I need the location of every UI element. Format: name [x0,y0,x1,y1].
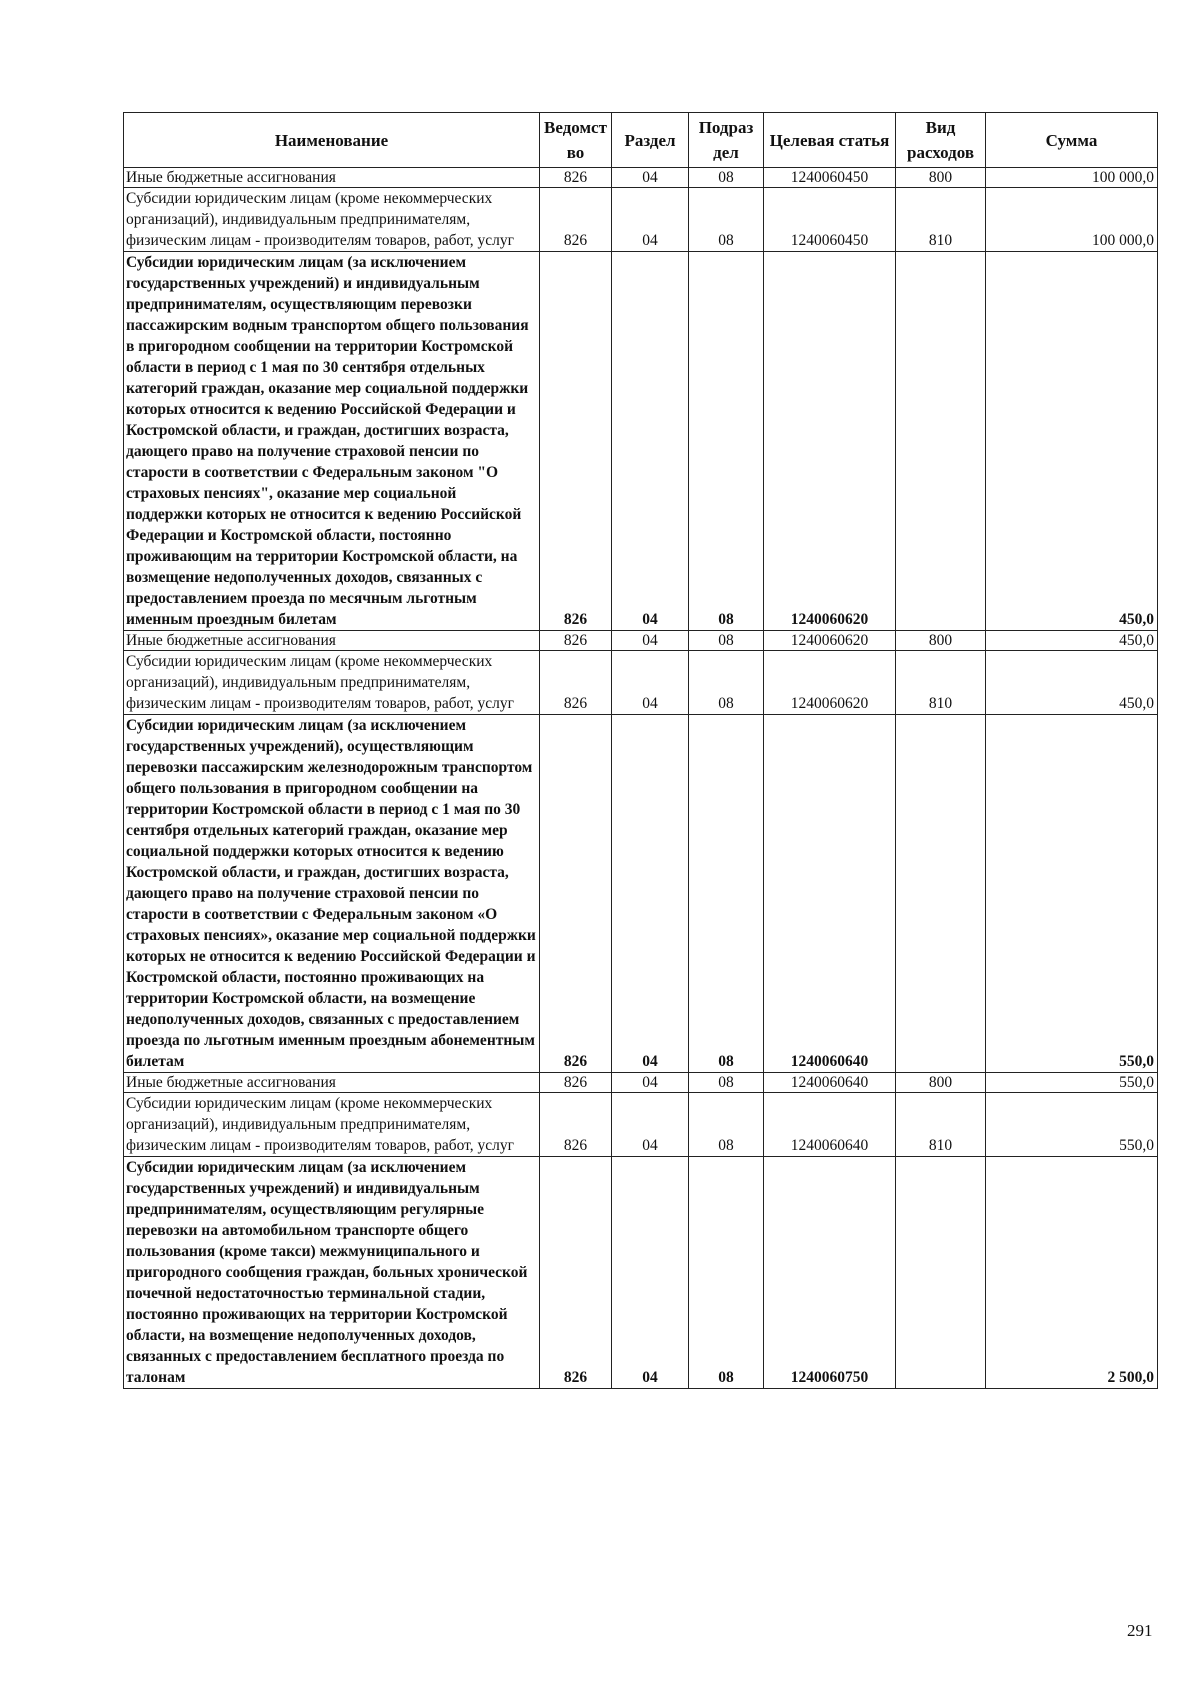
row-sum: 100 000,0 [986,188,1158,252]
row-subsection: 08 [689,188,764,252]
row-dept: 826 [540,651,612,715]
header-sum: Сумма [986,113,1158,168]
row-article: 1240060640 [764,1073,896,1093]
row-section: 04 [612,715,689,1073]
row-dept: 826 [540,1093,612,1157]
row-name: Субсидии юридическим лицам (кроме некоммерческих организаций), индивидуальным предпринимателям, физическим лицам - производителям товаров, работ, услуг [124,651,540,715]
row-sum: 550,0 [986,715,1158,1073]
header-dept: Ведомст во [540,113,612,168]
row-sum: 550,0 [986,1073,1158,1093]
row-name: Субсидии юридическим лицам (за исключением государственных учреждений) и индивидуальным предпринимателям, осуществляющим регулярные перевозки на автомобильном транспорте общего пользования (кроме такси) межмуниципального и пригородного сообщения граждан, больных хронической почечной недостаточностью терминальной стадии, постоянно проживающих на территории Костромской области, на возмещение недополученных доходов, связанных с предоставлением бесплатного проезда по талонам [124,1157,540,1389]
row-article: 1240060450 [764,188,896,252]
row-subsection: 08 [689,1073,764,1093]
row-name: Субсидии юридическим лицам (за исключением государственных учреждений), осуществляющим перевозки пассажирским железнодорожным транспортом общего пользования в пригородном сообщении на территории Костромской области в период с 1 мая по 30 сентября отдельных категорий граждан, оказание мер социальной поддержки которых относится к ведению Костромской области, и граждан, достигших возраста, дающего право на получение страховой пенсии по старости в соответствии с Федеральным законом «О страховых пенсиях», оказание мер социальной поддержки которых не относится к ведению Российской Федерации и Костромской области, постоянно проживающих на территории Костромской области, на возмещение недополученных доходов, связанных с предоставлением проезда по льготным именным проездным абонементным билетам [124,715,540,1073]
row-type: 810 [896,188,986,252]
row-section: 04 [612,252,689,631]
table-row [124,1157,1158,1389]
row-article: 1240060640 [764,715,896,1073]
header-section: Раздел [612,113,689,168]
row-type: 810 [896,1093,986,1157]
row-name: Иные бюджетные ассигнования [124,1073,540,1093]
table-row [124,651,1158,715]
row-type [896,715,986,1073]
row-section: 04 [612,1093,689,1157]
row-dept: 826 [540,1157,612,1389]
row-sum: 100 000,0 [986,168,1158,188]
row-article: 1240060620 [764,252,896,631]
row-type: 810 [896,651,986,715]
table-row [124,168,1158,188]
table-row [124,1093,1158,1157]
table-row [124,631,1158,651]
row-dept: 826 [540,252,612,631]
row-article: 1240060620 [764,651,896,715]
header-article: Целевая статья [764,113,896,168]
row-type: 800 [896,631,986,651]
row-subsection: 08 [689,1157,764,1389]
row-sum: 2 500,0 [986,1157,1158,1389]
row-name: Иные бюджетные ассигнования [124,168,540,188]
row-subsection: 08 [689,715,764,1073]
table-row [124,252,1158,631]
row-article: 1240060620 [764,631,896,651]
row-dept: 826 [540,715,612,1073]
row-subsection: 08 [689,252,764,631]
row-section: 04 [612,1157,689,1389]
row-dept: 826 [540,168,612,188]
row-subsection: 08 [689,1093,764,1157]
table-row [124,1073,1158,1093]
table-row [124,715,1158,1073]
row-article: 1240060640 [764,1093,896,1157]
row-dept: 826 [540,631,612,651]
row-section: 04 [612,188,689,252]
budget-table [123,112,1158,1389]
page-number: 291 [1127,1621,1153,1640]
row-sum: 450,0 [986,651,1158,715]
header-name: Наименование [124,113,540,168]
row-section: 04 [612,651,689,715]
row-type [896,1157,986,1389]
table-row [124,188,1158,252]
row-type: 800 [896,1073,986,1093]
row-sum: 550,0 [986,1093,1158,1157]
row-dept: 826 [540,1073,612,1093]
row-subsection: 08 [689,631,764,651]
row-subsection: 08 [689,651,764,715]
row-article: 1240060450 [764,168,896,188]
row-type [896,252,986,631]
row-name: Субсидии юридическим лицам (кроме некоммерческих организаций), индивидуальным предпринимателям, физическим лицам - производителям товаров, работ, услуг [124,188,540,252]
row-section: 04 [612,168,689,188]
row-sum: 450,0 [986,631,1158,651]
row-dept: 826 [540,188,612,252]
row-article: 1240060750 [764,1157,896,1389]
header-expense-type: Вид расходов [896,113,986,168]
header-subsection: Подраз дел [689,113,764,168]
row-subsection: 08 [689,168,764,188]
row-sum: 450,0 [986,252,1158,631]
row-section: 04 [612,631,689,651]
row-name: Иные бюджетные ассигнования [124,631,540,651]
row-name: Субсидии юридическим лицам (кроме некоммерческих организаций), индивидуальным предпринимателям, физическим лицам - производителям товаров, работ, услуг [124,1093,540,1157]
header-row [124,113,1158,168]
row-name: Субсидии юридическим лицам (за исключением государственных учреждений) и индивидуальным предпринимателям, осуществляющим перевозки пассажирским водным транспортом общего пользования в пригородном сообщении на территории Костромской области в период с 1 мая по 30 сентября отдельных категорий граждан, оказание мер социальной поддержки которых относится к ведению Российской Федерации и Костромской области, и граждан, достигших возраста, дающего право на получение страховой пенсии по старости в соответствии с Федеральным законом "О страховых пенсиях", оказание мер социальной поддержки которых не относится к ведению Российской Федерации и Костромской области, постоянно проживающим на территории Костромской области, на возмещение недополученных доходов, связанных с предоставлением проезда по месячным льготным именным проездным билетам [124,252,540,631]
row-section: 04 [612,1073,689,1093]
row-type: 800 [896,168,986,188]
